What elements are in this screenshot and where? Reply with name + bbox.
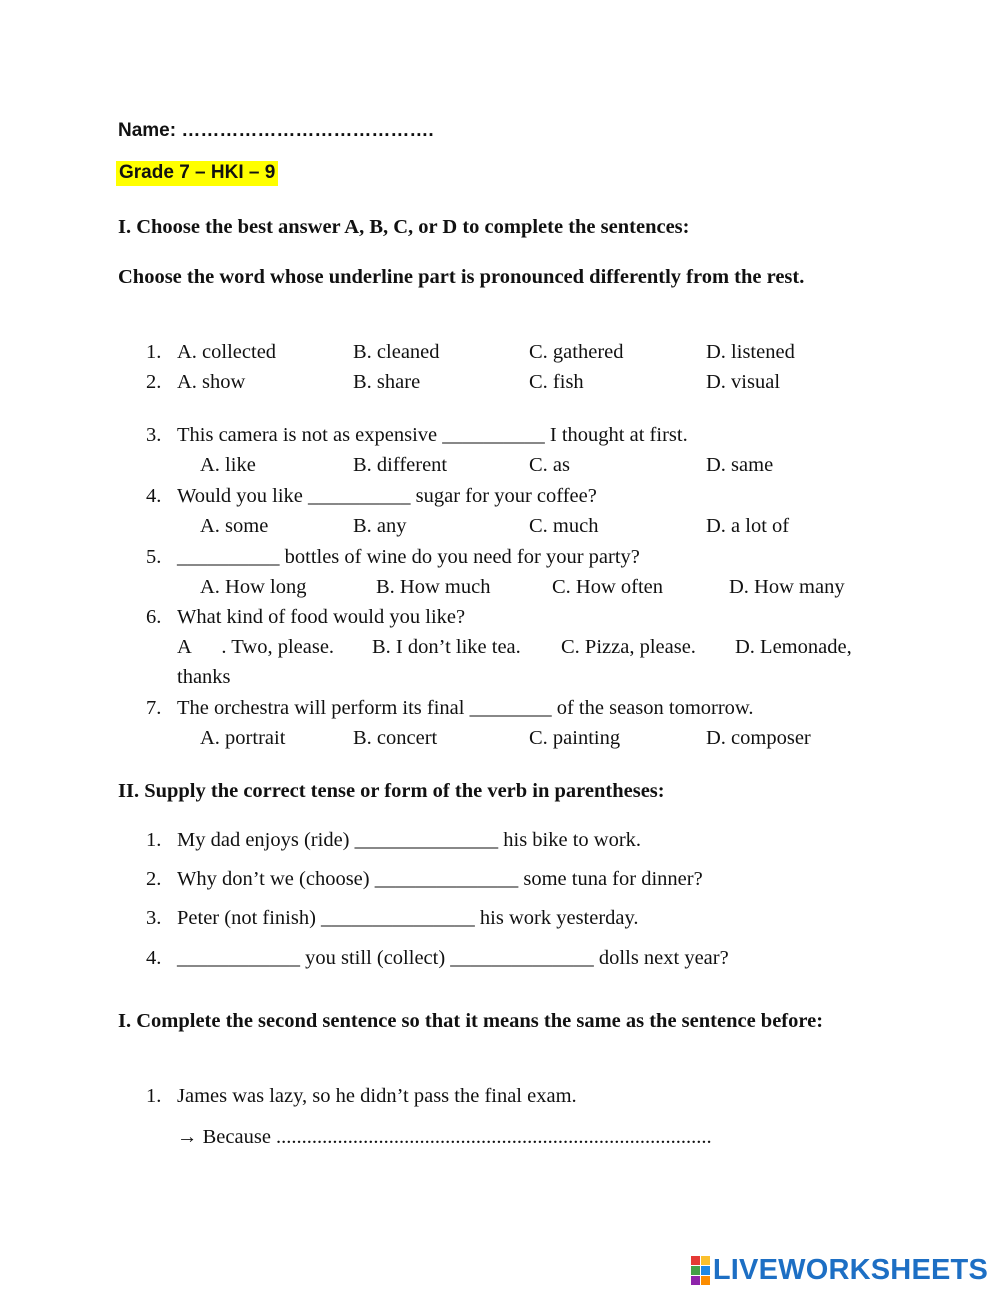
item-text[interactable]: Why don’t we (choose) ______________ some tuna for dinner? xyxy=(177,868,703,890)
option-b[interactable]: B. concert xyxy=(353,727,438,749)
item-text[interactable]: Peter (not finish) _______________ his work yesterday. xyxy=(177,907,639,929)
option-c[interactable]: C. as xyxy=(529,454,570,476)
question-number: 5. xyxy=(146,546,162,568)
option-a[interactable]: A. How long xyxy=(200,576,307,598)
option-b[interactable]: B. I don’t like tea. xyxy=(372,636,521,658)
option-c[interactable]: C. much xyxy=(529,515,599,537)
section-3-title: I. Complete the second sentence so that it means the same as the sentence before: xyxy=(118,1010,824,1032)
item-number: 1. xyxy=(146,829,162,851)
answer-prompt[interactable]: → Because ..................................................................................... xyxy=(177,1126,712,1148)
option-b[interactable]: B. How much xyxy=(376,576,491,598)
option-d[interactable]: D. a lot of xyxy=(706,515,790,537)
question-1 xyxy=(0,339,1000,365)
item-number: 1. xyxy=(146,1085,162,1107)
item-number: 3. xyxy=(146,907,162,929)
option-b[interactable]: B. any xyxy=(353,515,407,537)
item-text: James was lazy, so he didn’t pass the final exam. xyxy=(177,1085,577,1107)
item-number: 2. xyxy=(146,868,162,890)
section-2-title: II. Supply the correct tense or form of the verb in parentheses: xyxy=(118,780,665,802)
question-text: Would you like __________ sugar for your coffee? xyxy=(177,485,597,507)
option-d[interactable]: D. same xyxy=(706,454,774,476)
item-text[interactable]: My dad enjoys (ride) ______________ his bike to work. xyxy=(177,829,642,851)
grade-label: Grade 7 – HKI – 9 xyxy=(116,161,278,186)
question-number: 3. xyxy=(146,424,162,446)
option-a[interactable]: A. portrait xyxy=(200,727,286,749)
option-c[interactable]: C. gathered xyxy=(529,341,624,363)
item-text[interactable]: ____________ you still (collect) ______________ dolls next year? xyxy=(177,947,729,969)
section-1-title: I. Choose the best answer A, B, C, or D to complete the sentences: xyxy=(118,216,690,238)
verb-item-2 xyxy=(0,866,1000,892)
verb-item-4 xyxy=(0,945,1000,971)
question-text: What kind of food would you like? xyxy=(177,606,466,628)
question-4 xyxy=(0,483,1000,539)
question-text: The orchestra will perform its final ________ of the season tomorrow. xyxy=(177,697,754,719)
question-text: This camera is not as expensive __________ I thought at first. xyxy=(177,424,688,446)
option-a[interactable]: A. show xyxy=(177,371,246,393)
option-d[interactable]: D. listened xyxy=(706,341,795,363)
student-name-line: Name: …………………………………. xyxy=(118,120,434,141)
question-2 xyxy=(0,369,1000,395)
rewrite-item-1 xyxy=(0,1083,1000,1153)
option-c[interactable]: C. painting xyxy=(529,727,621,749)
option-c[interactable]: C. fish xyxy=(529,371,584,393)
option-d[interactable]: D. Lemonade, xyxy=(735,636,852,658)
question-number: 6. xyxy=(146,606,162,628)
logo-text: LIVEWORKSHEETS xyxy=(712,1254,988,1286)
liveworksheets-logo[interactable] xyxy=(691,1254,988,1287)
verb-item-1 xyxy=(0,827,1000,853)
question-number: 4. xyxy=(146,485,162,507)
option-c[interactable]: C. How often xyxy=(552,576,664,598)
option-c[interactable]: C. Pizza, please. xyxy=(561,636,696,658)
question-text: __________ bottles of wine do you need for your party? xyxy=(177,546,640,568)
option-d[interactable]: D. How many xyxy=(729,576,845,598)
question-6 xyxy=(0,604,1000,690)
question-7 xyxy=(0,695,1000,751)
item-number: 4. xyxy=(146,947,162,969)
question-5 xyxy=(0,544,1000,600)
question-number: 2. xyxy=(146,371,162,393)
option-d[interactable]: D. visual xyxy=(706,371,781,393)
option-a[interactable]: A. some xyxy=(200,515,269,537)
option-b[interactable]: B. cleaned xyxy=(353,341,440,363)
liveworksheets-logo-icon xyxy=(691,1256,710,1285)
option-b[interactable]: B. different xyxy=(353,454,448,476)
option-a[interactable]: A. like xyxy=(200,454,256,476)
option-a[interactable]: A . Two, please. xyxy=(177,636,335,658)
section-1-subtitle: Choose the word whose underline part is pronounced differently from the rest. xyxy=(118,266,805,288)
option-d-wrap: thanks xyxy=(177,666,231,688)
verb-item-3 xyxy=(0,905,1000,931)
question-3 xyxy=(0,422,1000,478)
option-b[interactable]: B. share xyxy=(353,371,421,393)
question-number: 1. xyxy=(146,341,162,363)
question-number: 7. xyxy=(146,697,162,719)
option-d[interactable]: D. composer xyxy=(706,727,811,749)
option-a[interactable]: A. collected xyxy=(177,341,277,363)
